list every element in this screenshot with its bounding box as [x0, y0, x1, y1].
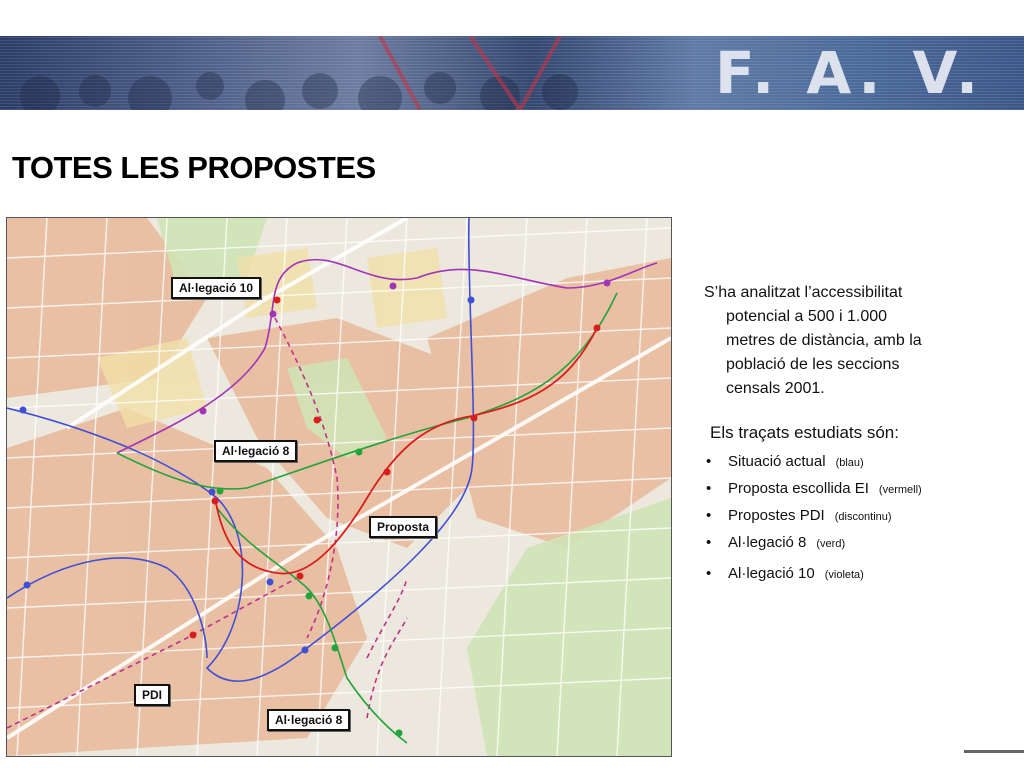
legend-label: Propostes PDI — [728, 507, 825, 524]
map-view[interactable] — [6, 217, 672, 757]
description-panel — [704, 281, 1004, 588]
map-label-proposta: Proposta — [369, 516, 437, 538]
map-label-allegacio-8-top: Al·legació 8 — [214, 440, 297, 462]
intro-paragraph — [704, 281, 1004, 401]
map-canvas — [7, 218, 671, 756]
legend-item — [704, 561, 1004, 588]
legend-heading: Els traçats estudiats són: — [710, 423, 899, 442]
intro-line-4: població de les seccions — [726, 356, 900, 373]
page-title: TOTES LES PROPOSTES — [12, 150, 376, 185]
legend-note: (violeta) — [824, 569, 864, 581]
intro-line-2: potencial a 500 i 1.000 — [726, 308, 888, 325]
legend-label: Situació actual — [728, 453, 826, 470]
map-label-pdi: PDI — [134, 684, 170, 706]
banner-logo-letters: F. A. V. — [715, 39, 984, 107]
legend-label: Proposta escollida EI — [728, 480, 869, 497]
legend-note: (verd) — [816, 538, 846, 550]
legend-item — [704, 530, 1004, 557]
map-label-allegacio-8-bottom: Al·legació 8 — [267, 709, 350, 731]
legend-item — [704, 476, 1004, 503]
intro-line-3: metres de distància, amb la — [726, 332, 922, 349]
legend-item — [704, 449, 1004, 476]
legend-note: (vermell) — [878, 484, 922, 496]
legend-list — [704, 449, 1004, 588]
legend-item — [704, 503, 1004, 530]
legend-label: Al·legació 10 — [728, 565, 815, 582]
top-strip — [0, 0, 1024, 37]
intro-line-1: S’ha analitzat l’accessibilitat — [704, 284, 903, 301]
legend-note: (blau) — [835, 457, 864, 469]
legend-note: (discontinu) — [834, 511, 892, 523]
intro-line-5: censals 2001. — [726, 380, 825, 397]
map-label-allegacio-10: Al·legació 10 — [171, 277, 261, 299]
legend-label: Al·legació 8 — [728, 534, 807, 551]
bottom-rule — [964, 750, 1024, 753]
header-banner — [0, 36, 1024, 110]
